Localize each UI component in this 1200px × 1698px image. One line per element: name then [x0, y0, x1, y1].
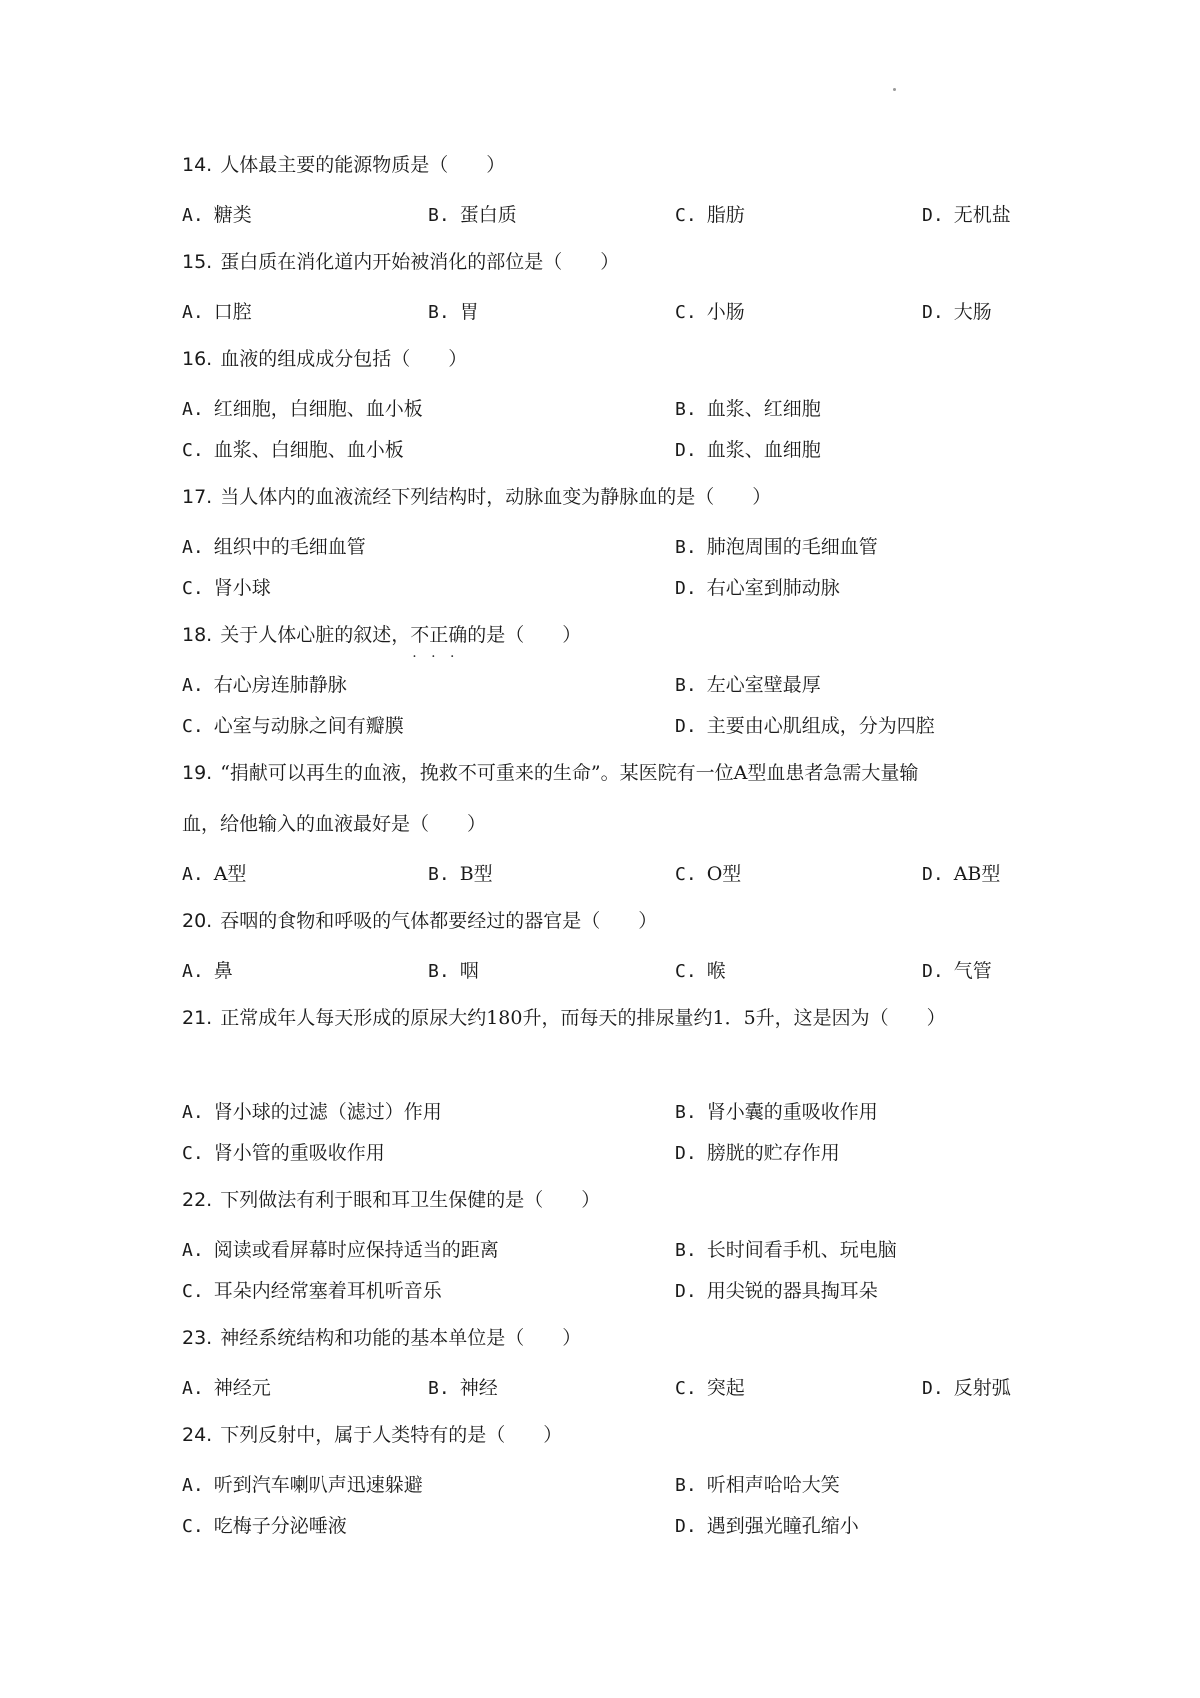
question-text: 下列反射中，属于人类特有的是（ ）: [220, 1424, 563, 1446]
question-number: 19.: [182, 762, 213, 784]
question-number: 22.: [182, 1189, 213, 1211]
question-17: [182, 477, 1042, 517]
option-b: B. 长时间看手机、玩电脑: [675, 1239, 897, 1261]
question-text: “捐献可以再生的血液，挽救不可重来的生命”。某医院有一位A型血患者急需大量输: [220, 762, 919, 784]
question-text-pre: 关于人体心脏的叙述，: [220, 624, 411, 646]
option-c: C. 小肠: [675, 301, 745, 323]
question-number: 21.: [182, 1007, 213, 1029]
options-24-row2: [182, 1506, 1042, 1546]
option-b: B. 血浆、红细胞: [675, 398, 821, 420]
question-15: [182, 242, 1042, 282]
options-23: [182, 1368, 1042, 1408]
option-c: C. 肾小球: [182, 577, 271, 599]
option-c: C. 突起: [675, 1377, 745, 1399]
option-d: D. 反射弧: [922, 1377, 1011, 1399]
options-14: [182, 195, 1042, 235]
option-a: A. A型: [182, 863, 247, 885]
question-number: 16.: [182, 348, 213, 370]
option-b: B. 肾小囊的重吸收作用: [675, 1101, 878, 1123]
question-19-line1: [182, 753, 1042, 793]
option-b: B. 听相声哈哈大笑: [675, 1474, 840, 1496]
scan-speck: [893, 88, 896, 91]
options-20: [182, 951, 1042, 991]
option-a: A. 糖类: [182, 204, 252, 226]
option-a: A. 组织中的毛细血管: [182, 536, 366, 558]
question-number: 14.: [182, 154, 213, 176]
options-24-row1: [182, 1465, 1042, 1505]
question-number: 18.: [182, 624, 213, 646]
option-b: B. B型: [428, 863, 493, 885]
options-15: [182, 292, 1042, 332]
option-b: B. 肺泡周围的毛细血管: [675, 536, 878, 558]
options-19: [182, 854, 1042, 894]
option-d: D. 血浆、血细胞: [675, 439, 821, 461]
option-c: C. 脂肪: [675, 204, 745, 226]
options-22-row1: [182, 1230, 1042, 1270]
option-b: B. 蛋白质: [428, 204, 517, 226]
option-d: D. 大肠: [922, 301, 992, 323]
question-text-post: 的是（ ）: [467, 624, 582, 646]
emphasized-text: 不正确 · · ·: [410, 615, 467, 655]
option-c: C. 喉: [675, 960, 726, 982]
option-a: A. 神经元: [182, 1377, 271, 1399]
question-16: [182, 339, 1042, 379]
option-c: C. 心室与动脉之间有瓣膜: [182, 715, 404, 737]
options-17-row2: [182, 568, 1042, 608]
option-a: A. 红细胞，白细胞、血小板: [182, 398, 423, 420]
option-d: D. 右心室到肺动脉: [675, 577, 840, 599]
option-a: A. 口腔: [182, 301, 252, 323]
question-number: 24.: [182, 1424, 213, 1446]
question-number: 15.: [182, 251, 213, 273]
option-b: B. 咽: [428, 960, 479, 982]
options-17-row1: [182, 527, 1042, 567]
question-24: [182, 1415, 1042, 1455]
question-18: [182, 615, 1042, 655]
option-a: A. 听到汽车喇叭声迅速躲避: [182, 1474, 423, 1496]
option-d: D. 用尖锐的器具掏耳朵: [675, 1280, 878, 1302]
option-a: A. 肾小球的过滤（滤过）作用: [182, 1101, 442, 1123]
question-number: 17.: [182, 486, 213, 508]
question-19-line2: [182, 804, 1042, 844]
question-text: 正常成年人每天形成的原尿大约180升，而每天的排尿量约1．5升，这是因为（ ）: [220, 1007, 946, 1029]
options-21-row1: [182, 1092, 1042, 1132]
question-21: [182, 998, 1042, 1038]
options-16-row2: [182, 430, 1042, 470]
question-text: 血液的组成成分包括（ ）: [220, 348, 468, 370]
options-16-row1: [182, 389, 1042, 429]
option-c: C. 肾小管的重吸收作用: [182, 1142, 385, 1164]
options-22-row2: [182, 1271, 1042, 1311]
option-d: D. 气管: [922, 960, 992, 982]
question-text: 神经系统结构和功能的基本单位是（ ）: [220, 1327, 582, 1349]
option-d: D. AB型: [922, 863, 1001, 885]
option-b: B. 神经: [428, 1377, 498, 1399]
question-number: 23.: [182, 1327, 213, 1349]
option-d: D. 主要由心肌组成，分为四腔: [675, 715, 935, 737]
option-d: D. 膀胱的贮存作用: [675, 1142, 840, 1164]
option-c: C. 血浆、白细胞、血小板: [182, 439, 404, 461]
options-18-row1: [182, 665, 1042, 705]
option-d: D. 遇到强光瞳孔缩小: [675, 1515, 859, 1537]
question-text: 吞咽的食物和呼吸的气体都要经过的器官是（ ）: [220, 910, 658, 932]
option-b: B. 胃: [428, 301, 479, 323]
question-text: 蛋白质在消化道内开始被消化的部位是（ ）: [220, 251, 620, 273]
question-20: [182, 901, 1042, 941]
question-text: 人体最主要的能源物质是（ ）: [220, 154, 506, 176]
option-b: B. 左心室壁最厚: [675, 674, 821, 696]
question-text: 血，给他输入的血液最好是（ ）: [182, 813, 487, 835]
question-number: 20.: [182, 910, 213, 932]
option-a: A. 鼻: [182, 960, 233, 982]
question-23: [182, 1318, 1042, 1358]
question-text: 下列做法有利于眼和耳卫生保健的是（ ）: [220, 1189, 601, 1211]
question-22: [182, 1180, 1042, 1220]
option-a: A. 右心房连肺静脉: [182, 674, 347, 696]
options-21-row2: [182, 1133, 1042, 1173]
question-14: [182, 145, 1042, 185]
option-c: C. 耳朵内经常塞着耳机听音乐: [182, 1280, 442, 1302]
option-a: A. 阅读或看屏幕时应保持适当的距离: [182, 1239, 499, 1261]
option-d: D. 无机盐: [922, 204, 1011, 226]
option-c: C. 吃梅子分泌唾液: [182, 1515, 347, 1537]
options-18-row2: [182, 706, 1042, 746]
question-text: 当人体内的血液流经下列结构时，动脉血变为静脉血的是（ ）: [220, 486, 772, 508]
option-c: C. O型: [675, 863, 742, 885]
